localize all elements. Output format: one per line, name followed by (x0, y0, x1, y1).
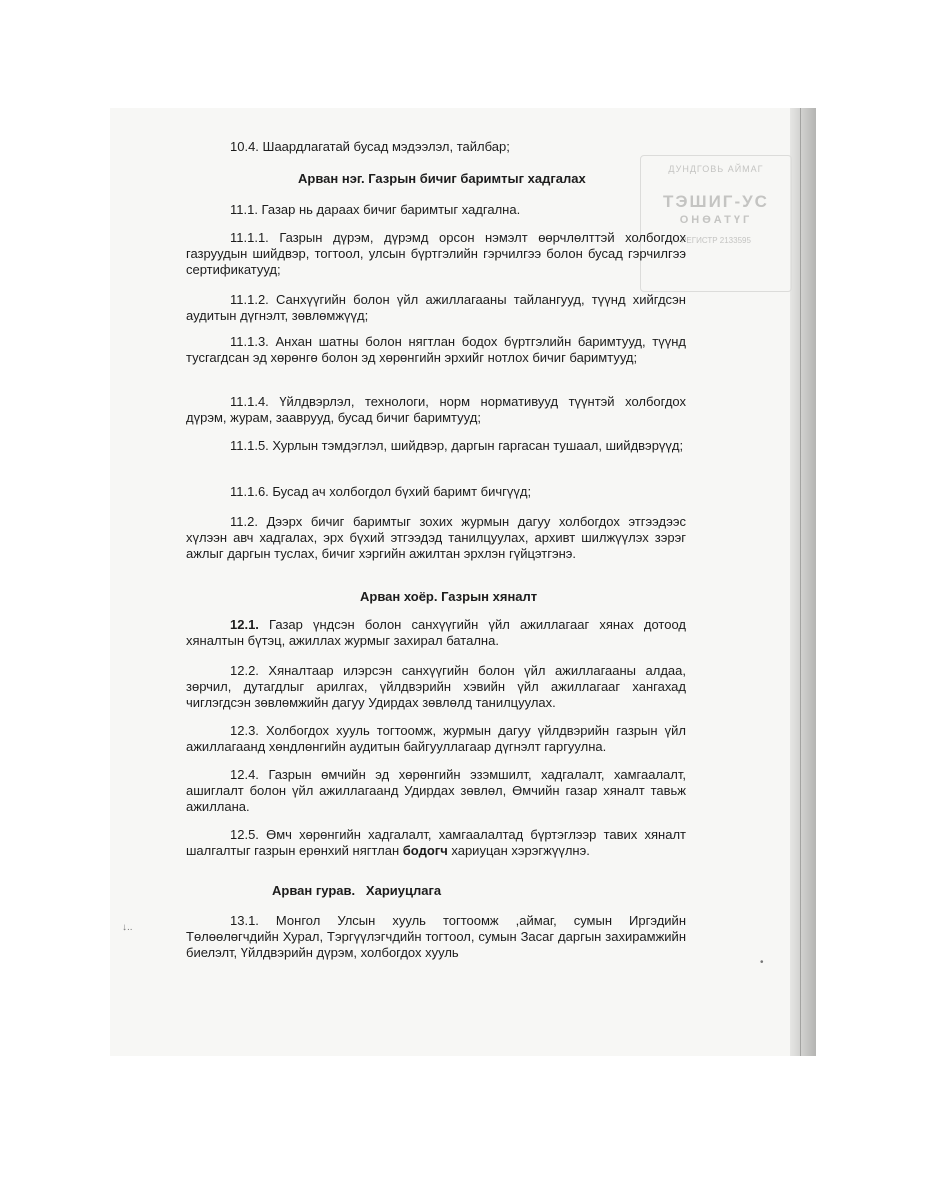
page-edge-shadow (790, 108, 816, 1056)
item-11-1-3: 11.1.3. Анхан шатны болон нягтлан бодох бүртгэлийн баримтууд, түүнд тусгагдсан эд хөрөнгө болон эд хөрөнгийн эрхийг нотлох бичиг баримтууд; (186, 334, 686, 365)
item-11-1-1: 11.1.1. Газрын дүрэм, дүрэмд орсон нэмэлт өөрчлөлттэй холбогдох газруудын шийдвэр, тогтоол, улсын бүртгэлийн гэрчилгээ болон бусад гэрчилгээ сертификатууд; (186, 230, 686, 277)
item-11-1-6: 11.1.6. Бусад ач холбогдол бүхий баримт бичгүүд; (230, 484, 532, 499)
heading-section-13: Арван гурав. Хариуцлага (272, 883, 442, 898)
item-11-1-2: 11.1.2. Санхүүгийн болон үйл ажиллагааны тайлангууд, түүнд хийгдсэн аудитын дүгнэлт, зөвлөмжүүд; (186, 292, 686, 323)
item-12-1-number: 12.1. (230, 617, 259, 632)
scan-dot: • (760, 957, 764, 968)
item-11-1-5: 11.1.5. Хурлын тэмдэглэл, шийдвэр, даргын гаргасан тушаал, шийдвэрүүд; (230, 438, 684, 453)
stamp-line-3: ОНӨАТҮГ (679, 214, 753, 226)
stamp-line-1: ДУНДГОВЬ АЙМАГ (668, 164, 764, 174)
item-10-4: 10.4. Шаардлагатай бусад мэдээлэл, тайлбар; (230, 139, 510, 154)
item-13-1: 13.1. Монгол Улсын хууль тогтоомж ,аймаг, сумын Иргэдийн Төлөөлөгчдийн Хурал, Тэргүүлэгчдийн тогтоол, сумын Засаг даргын захирамжийн биелэлт, Үйлдвэрийн дүрэм, холбогдох хууль (186, 913, 686, 960)
stamp-line-2: ТЭШИГ-УС (663, 192, 769, 211)
stamp-line-4: РЕГИСТР 2133595 (681, 236, 751, 245)
item-12-1 (186, 617, 686, 649)
heading-section-12: Арван хоёр. Газрын хяналт (360, 589, 538, 604)
scan-speck: ↓.. (122, 922, 133, 933)
item-11-2: 11.2. Дээрх бичиг баримтыг зохих журмын дагуу холбогдох этгээдээс хүлээн авч хадгалах, эрх бүхий этгээдэд танилцуулах, архивт шилжүүлэх зэрэг ажлыг даргын туслах, бичиг хэргийн ажилтан эрхлэн гүйцэтгэнэ. (186, 514, 686, 561)
item-12-1-text: Газар үндсэн болон санхүүгийн үйл ажиллагааг хянах дотоод хяналтын бүтэц, ажиллах журмыг захирал батална. (186, 617, 686, 648)
item-12-2: 12.2. Хяналтаар илэрсэн санхүүгийн болон үйл ажиллагааны алдаа, зөрчил, дутагдлыг арилгах, үйлдвэрийн хэвийн үйл ажиллагааг хангахад чиглэгдсэн зөвлөмжийн дагуу Удирдах зөвлөлд танилцуулах. (186, 663, 686, 710)
item-12-5-bold: бодогч (402, 843, 448, 858)
item-12-3: 12.3. Холбогдох хууль тогтоомж, журмын дагуу үйлдвэрийн газрын үйл ажиллагаанд хөндлөнгийн аудитын байгууллагаар дүгнэлт гаргуулна. (186, 723, 686, 754)
page-edge-line (800, 108, 801, 1056)
item-11-1: 11.1. Газар нь дараах бичиг баримтыг хадгална. (230, 202, 521, 217)
item-12-5-text-a: 12.5. Өмч хөрөнгийн хадгалалт, хамгаалалтад бүртэглээр тавих хяналт шалгалтыг газрын ерөнхий нягтлан (186, 827, 686, 858)
item-12-5 (186, 827, 686, 859)
item-12-4: 12.4. Газрын өмчийн эд хөрөнгийн эзэмшилт, хадгалалт, хамгаалалт, ашиглалт болон үйл ажиллагаанд Удирдах зөвлөл, Өмчийн газар хяналт тавьж ажиллана. (186, 767, 686, 814)
item-11-1-4: 11.1.4. Үйлдвэрлэл, технологи, норм нормативууд түүнтэй холбогдох дүрэм, журам, зааврууд, бусад бичиг баримтууд; (186, 394, 686, 425)
item-12-5-text-b: хариуцан хэрэгжүүлнэ. (447, 843, 590, 858)
heading-section-11: Арван нэг. Газрын бичиг баримтыг хадгалах (298, 171, 586, 186)
